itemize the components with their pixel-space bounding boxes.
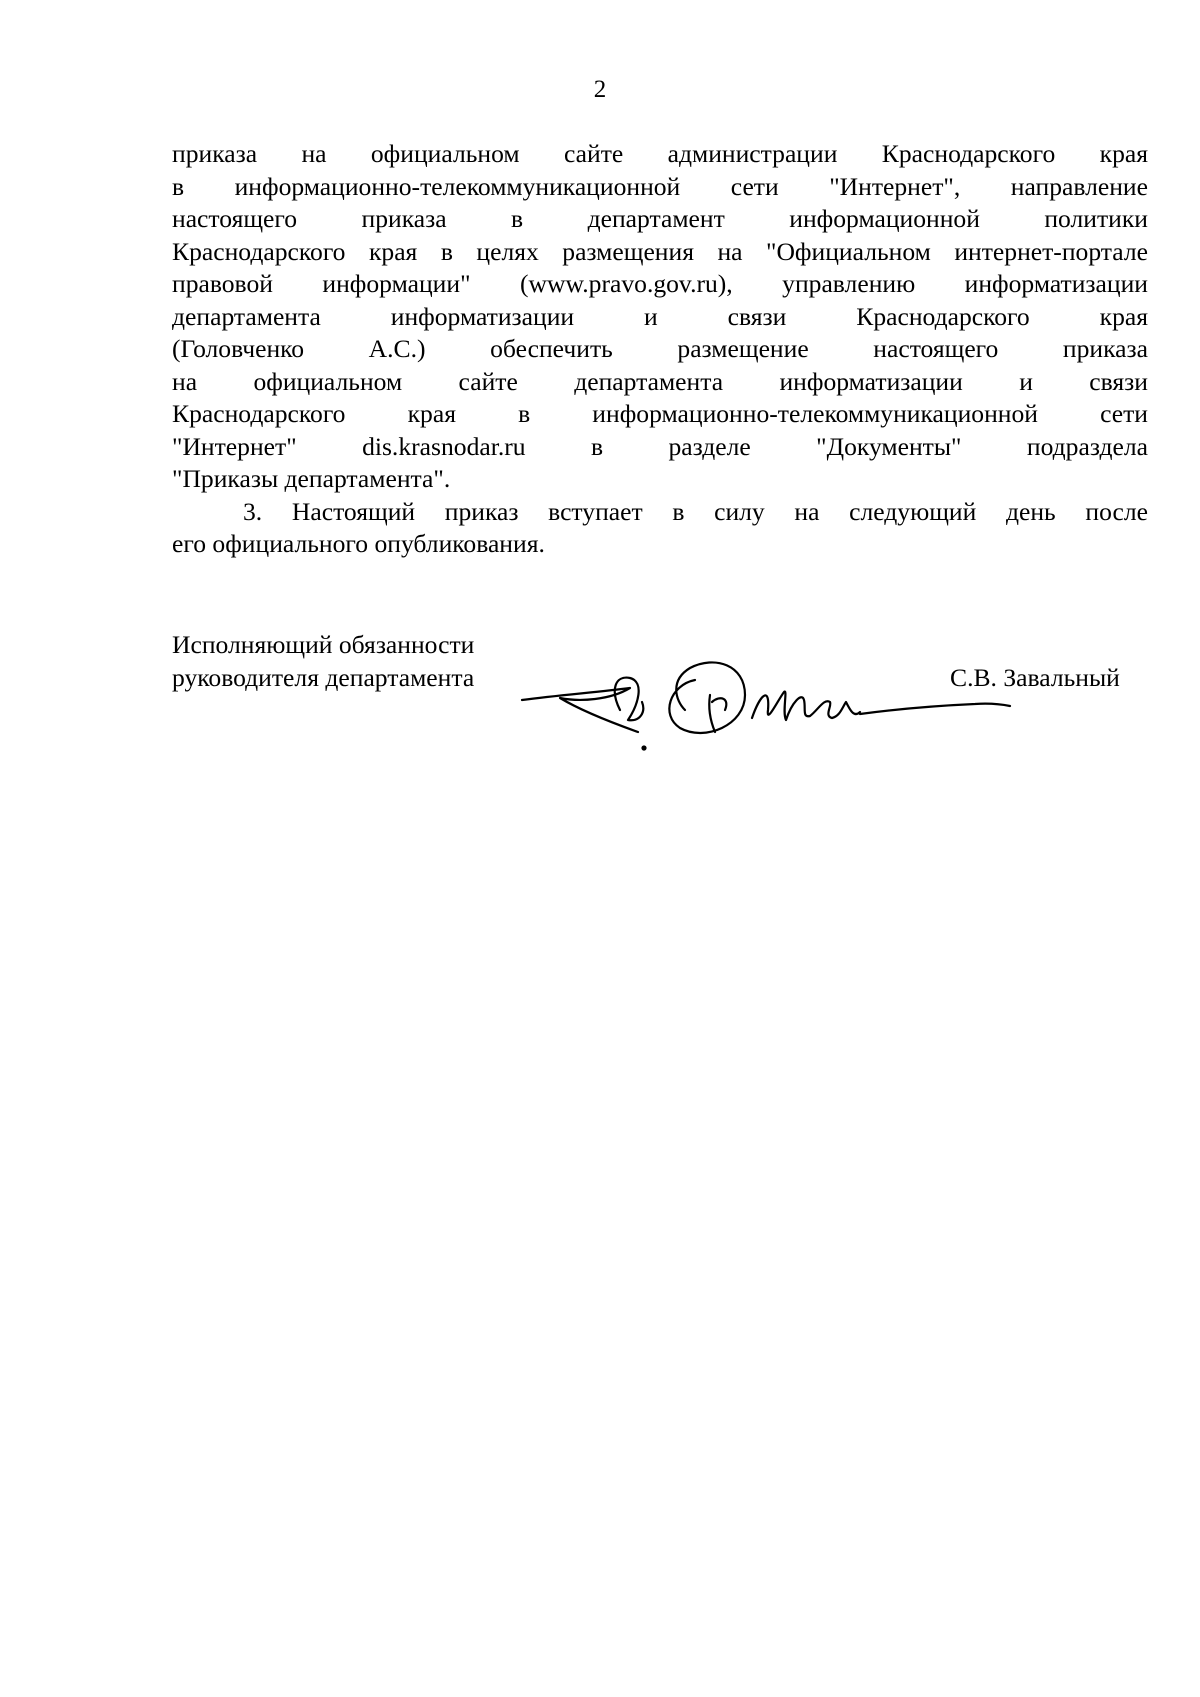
body-line-clause-3: 3. Настоящий приказ вступает в силу на следующий день после	[243, 496, 1148, 526]
body-line: настоящего приказа в департамент информационной политики	[172, 204, 1148, 233]
position-line-2: руководителя департамента	[172, 663, 475, 692]
body-line: Краснодарского края в информационно-телекоммуникационной сети	[172, 399, 1148, 428]
body-text	[172, 138, 1148, 561]
body-line: "Интернет" dis.krasnodar.ru в разделе "Документы" подраздела	[172, 431, 1148, 461]
signatory-position	[172, 628, 474, 694]
signatory-name: С.В. Завальный	[950, 663, 1120, 692]
body-line: (Головченко А.С.) обеспечить размещение настоящего приказа	[172, 334, 1148, 363]
body-line: департамента информатизации и связи Краснодарского края	[172, 301, 1148, 331]
body-line: его официального опубликования.	[172, 529, 545, 558]
handwritten-signature-icon	[520, 640, 1030, 760]
body-line: в информационно-телекоммуникационной сети "Интернет", направление	[172, 171, 1148, 201]
body-line: правовой информации" (www.pravo.gov.ru), управлению информатизации	[172, 269, 1148, 298]
body-line: приказа на официальном сайте администрации Краснодарского края	[172, 139, 1148, 168]
body-line: Краснодарского края в целях размещения на "Официальном интернет-портале	[172, 236, 1148, 266]
body-line: на официальном сайте департамента информатизации и связи	[172, 366, 1148, 396]
position-line-1: Исполняющий обязанности	[172, 630, 475, 659]
body-line: "Приказы департамента".	[172, 464, 451, 493]
page-number: 2	[593, 76, 607, 103]
